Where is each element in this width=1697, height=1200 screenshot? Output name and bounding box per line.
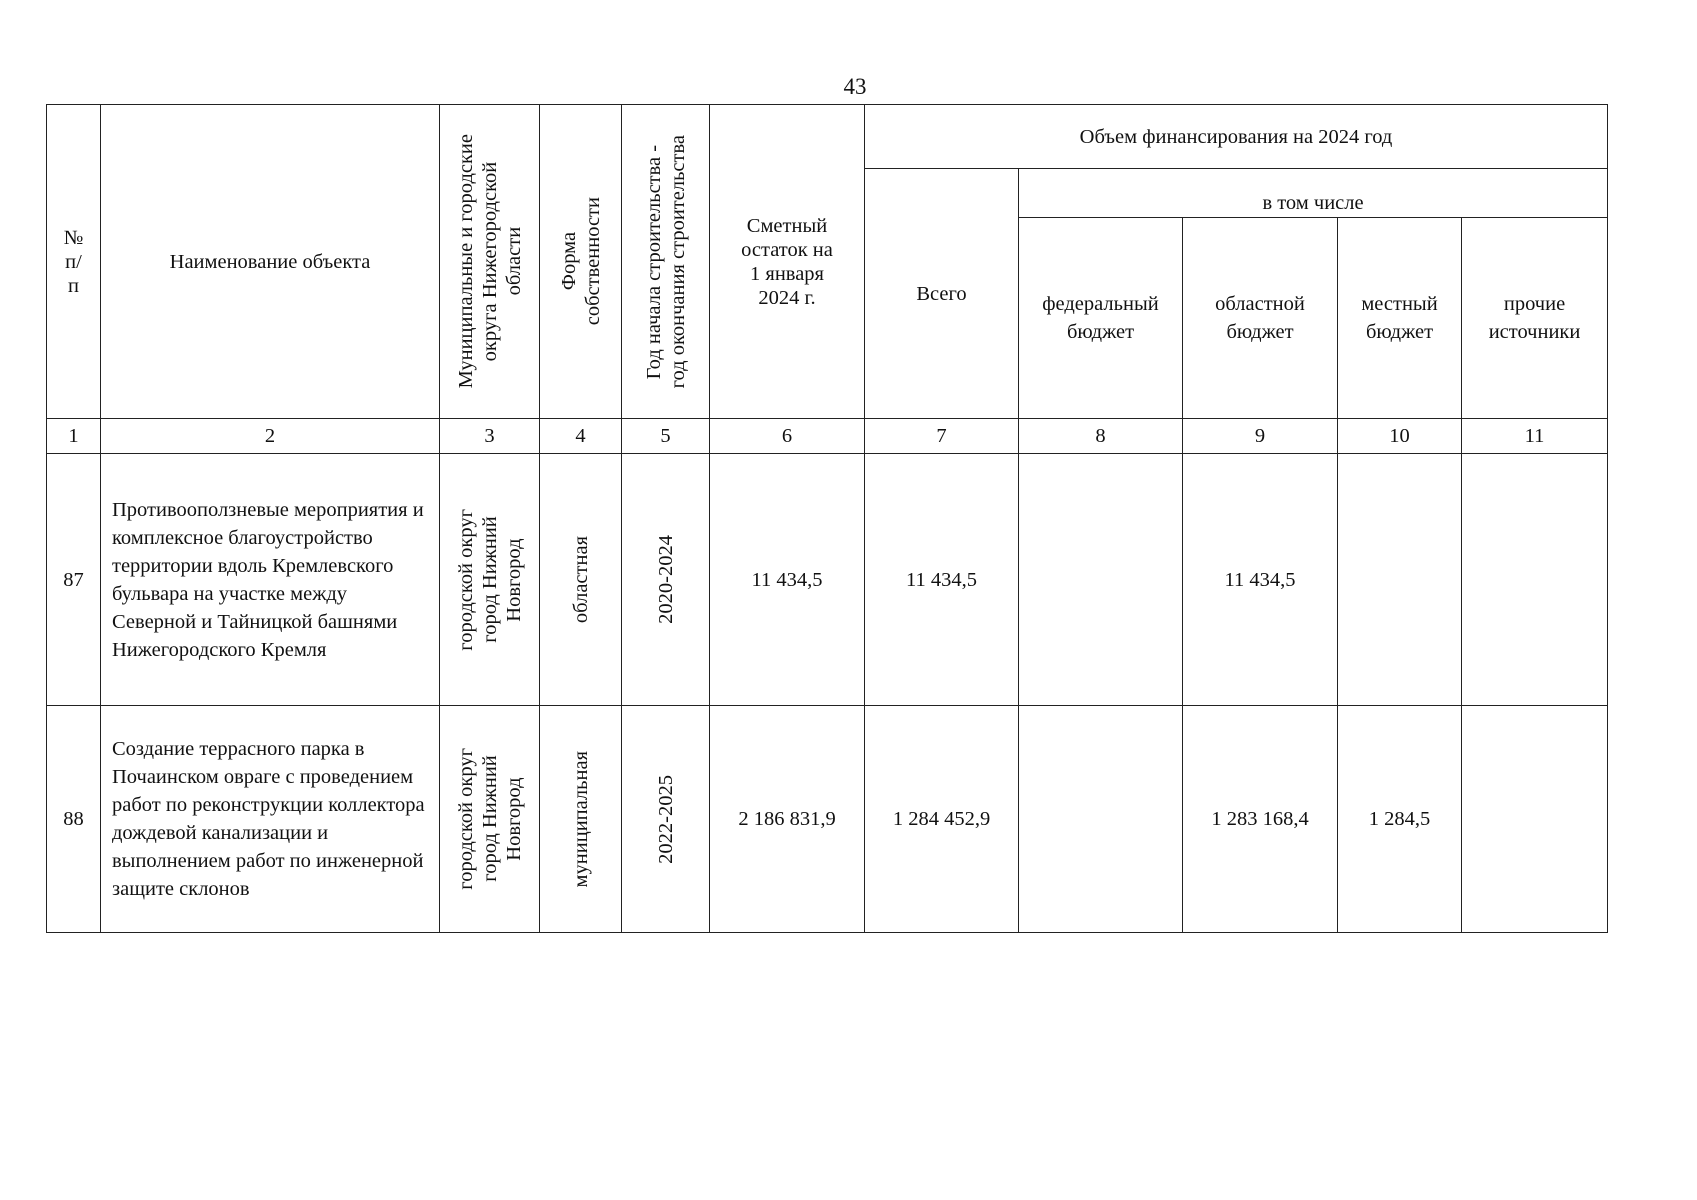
row-municipality: городской округ город Нижний Новгород [440, 706, 540, 933]
row-ownership: муниципальная [540, 706, 622, 933]
row-balance: 2 186 831,9 [710, 706, 865, 933]
row-ownership: областная [540, 454, 622, 706]
row-years: 2020-2024 [622, 454, 710, 706]
row-local [1338, 454, 1462, 706]
column-number: 1 [47, 419, 101, 454]
column-number: 4 [540, 419, 622, 454]
header-including: в том числе [1019, 169, 1608, 218]
column-number: 2 [101, 419, 440, 454]
row-local: 1 284,5 [1338, 706, 1462, 933]
header-federal: федеральный бюджет [1019, 218, 1183, 419]
header-funding: Объем финансирования на 2024 год [865, 105, 1608, 169]
row-total: 1 284 452,9 [865, 706, 1019, 933]
object-name: Создание террасного парка в Почаинском овраге с проведением работ по реконструкции коллектора дождевой канализации и выполнением работ по инженерной защите склонов [101, 706, 440, 933]
row-num: 87 [47, 454, 101, 706]
header-local: местный бюджет [1338, 218, 1462, 419]
row-other [1462, 454, 1608, 706]
header-name: Наименование объекта [101, 105, 440, 419]
table-row [47, 454, 1608, 706]
column-number: 10 [1338, 419, 1462, 454]
header-balance: Сметный остаток на 1 января 2024 г. [710, 105, 865, 419]
row-federal [1019, 706, 1183, 933]
column-number: 11 [1462, 419, 1608, 454]
header-regional: областной бюджет [1183, 218, 1338, 419]
header-other: прочие источники [1462, 218, 1608, 419]
column-number: 6 [710, 419, 865, 454]
column-number: 7 [865, 419, 1019, 454]
row-regional: 1 283 168,4 [1183, 706, 1338, 933]
header-municipality: Муниципальные и городские округа Нижегородской области [440, 105, 540, 419]
row-years: 2022-2025 [622, 706, 710, 933]
row-regional: 11 434,5 [1183, 454, 1338, 706]
page-number: 43 [843, 74, 867, 99]
column-number: 8 [1019, 419, 1183, 454]
funding-table [46, 104, 1608, 933]
column-number: 3 [440, 419, 540, 454]
header-years: Год начала строительства - год окончания строительства [622, 105, 710, 419]
row-balance: 11 434,5 [710, 454, 865, 706]
row-federal [1019, 454, 1183, 706]
header-num: № п/ п [47, 105, 101, 419]
column-number: 5 [622, 419, 710, 454]
row-num: 88 [47, 706, 101, 933]
header-total: Всего [865, 169, 1019, 419]
row-total: 11 434,5 [865, 454, 1019, 706]
table-row [47, 706, 1608, 933]
column-number-row [47, 419, 1608, 454]
row-other [1462, 706, 1608, 933]
column-number: 9 [1183, 419, 1338, 454]
row-municipality: городской округ город Нижний Новгород [440, 454, 540, 706]
header-ownership: Форма собственности [540, 105, 622, 419]
object-name: Противооползневые мероприятия и комплексное благоустройство территории вдоль Кремлевского бульвара на участке между Северной и Тайницкой башнями Нижегородского Кремля [101, 454, 440, 706]
